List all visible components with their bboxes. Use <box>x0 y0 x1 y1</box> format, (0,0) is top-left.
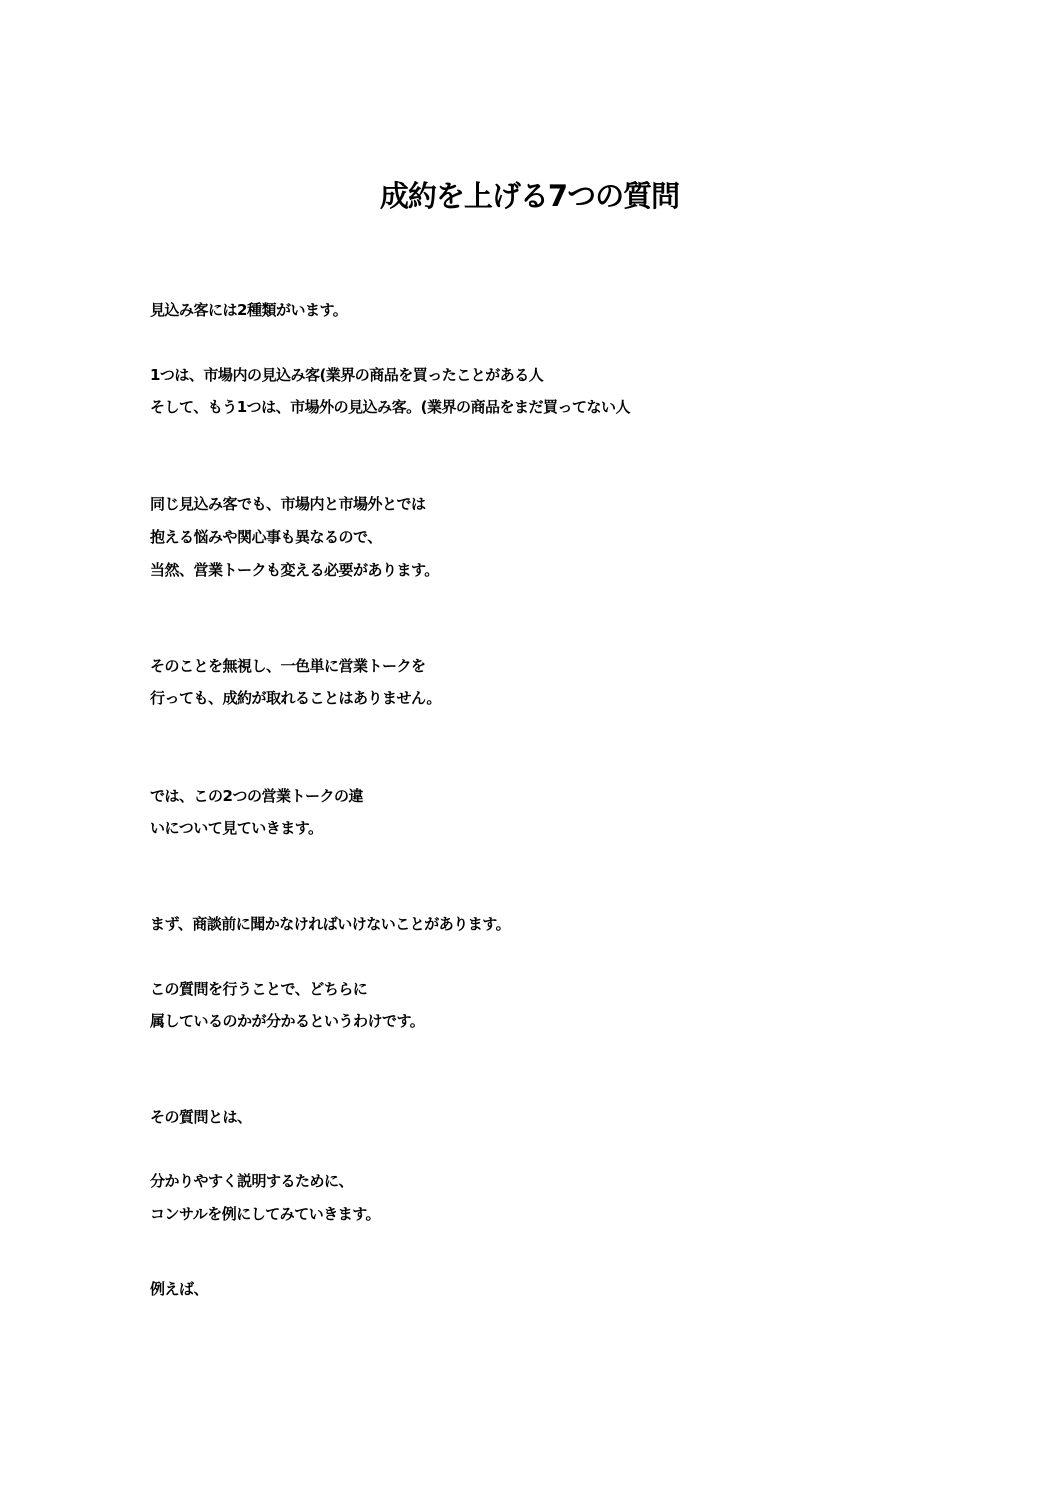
paragraph-line: コンサルを例にしてみていきます。 <box>150 1205 381 1223</box>
paragraph-line: そして、もう1つは、市場外の見込み客。(業界の商品をまだ買ってない人 <box>150 398 630 416</box>
paragraph-line: まず、商談前に聞かなければいけないことがあります。 <box>150 915 511 933</box>
paragraph-line: 当然、営業トークも変える必要があります。 <box>150 561 439 579</box>
paragraph-line: 例えば、 <box>150 1280 209 1298</box>
paragraph-line: 1つは、市場内の見込み客(業界の商品を買ったことがある人 <box>150 366 544 384</box>
paragraph-line: 見込み客には2種類がいます。 <box>150 301 348 319</box>
paragraph-line: 属しているのかが分かるというわけです。 <box>150 1012 425 1030</box>
paragraph-line: 同じ見込み客でも、市場内と市場外とでは <box>150 495 426 513</box>
paragraph-line: その質問とは、 <box>150 1108 252 1126</box>
paragraph-line: 行っても、成約が取れることはありません。 <box>150 689 441 707</box>
paragraph-line: 分かりやすく説明するために、 <box>150 1172 354 1190</box>
paragraph-line: この質問を行うことで、どちらに <box>150 980 368 998</box>
paragraph-line: いについて見ていきます。 <box>150 819 323 837</box>
paragraph-line: 抱える悩みや関心事も異なるので、 <box>150 528 382 546</box>
page-title: 成約を上げる7つの質問 <box>379 179 680 213</box>
paragraph-line: そのことを無視し、一色単に営業トークを <box>150 657 426 675</box>
paragraph-line: では、この2つの営業トークの違 <box>150 787 363 805</box>
